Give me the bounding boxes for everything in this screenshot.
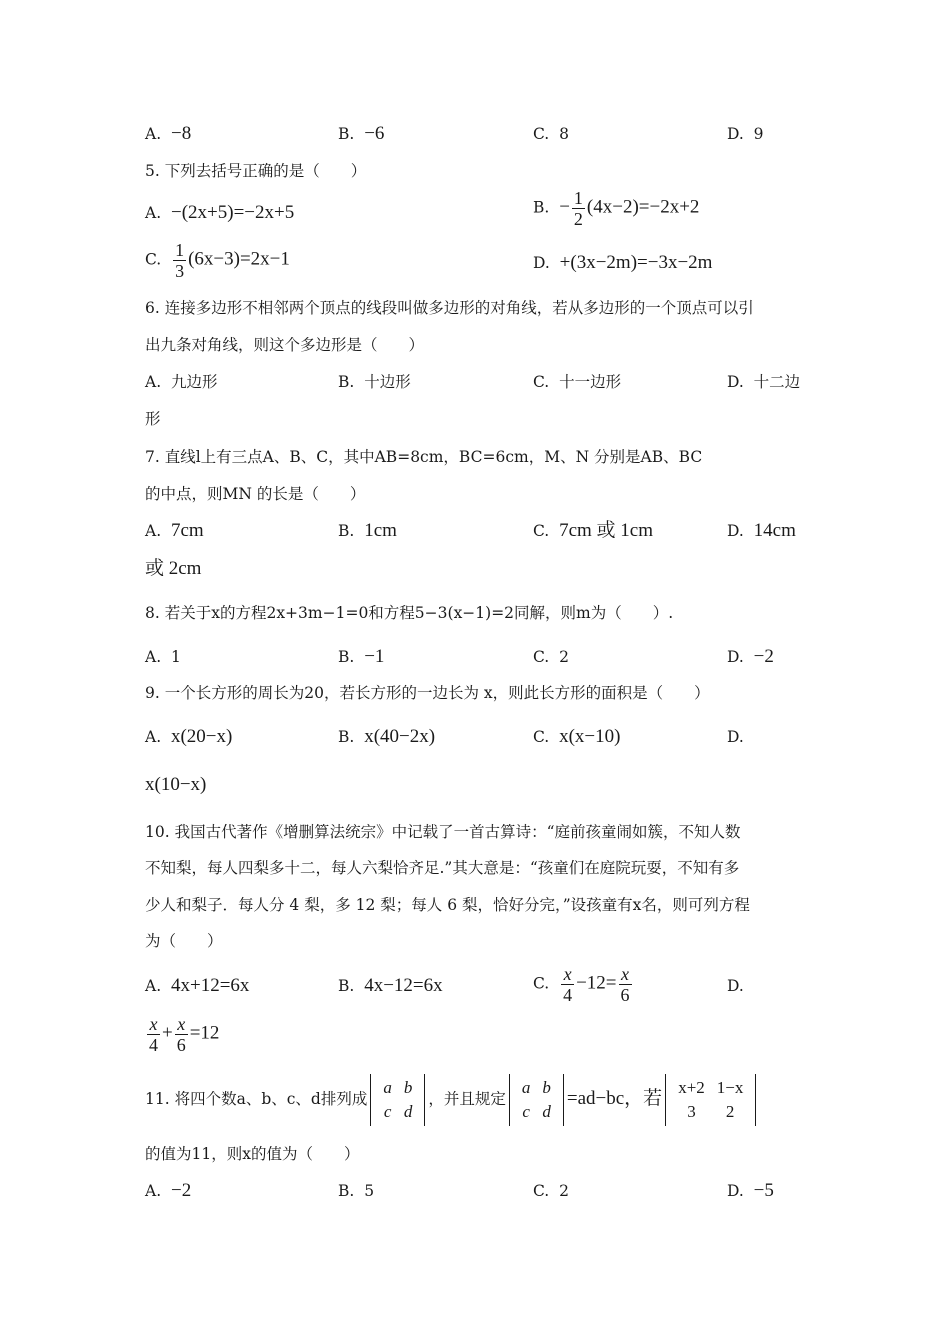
q11-stem: 11. 将四个数a、b、c、d排列成 a b c d ，并且规定 a b c d =ad−bc，若 x+2 1−x 3 2 [145,1074,759,1126]
q6-line-2: 出九条对角线，则这个多边形是（ ） [145,336,425,354]
determinant-definition: a b c d [509,1074,564,1126]
q8-option-a: A. 1 [145,648,181,666]
q5-option-d: D. +(3x−2m)=−3x−2m [533,252,713,273]
q7-line-2: 的中点，则MN 的长是（ ） [145,485,366,503]
q6-line-1: 6. 连接多边形不相邻两个顶点的线段叫做多边形的对角线，若从多边形的一个顶点可以引 [145,299,754,317]
q10-line-4: 为（ ） [145,932,223,950]
q7-option-d: D. 14cm [727,520,796,541]
q7-line-1: 7. 直线l上有三点A、B、C，其中AB=8cm，BC=6cm，M、N 分别是AB、BC [145,448,703,466]
fraction: $\frac{1}{2}$ [573,188,583,229]
q5-stem: 5. 下列去括号正确的是（ ） [145,162,367,180]
q8-option-c: C. 2 [533,648,569,666]
q4-option-d: D. 9 [727,125,764,143]
q4-option-a: A. −8 [145,123,192,144]
q11-line-2: 的值为11，则x的值为（ ） [145,1145,360,1163]
q10-line-2: 不知梨，每人四梨多十二，每人六梨恰齐足.”其大意是：“孩童们在庭院玩耍，不知有多 [145,859,740,877]
q5-option-a: A. −(2x+5)=−2x+5 [145,202,295,223]
q6-option-d-wrap: 形 [145,410,161,428]
q9-line-1: 9. 一个长方形的周长为20，若长方形的一边长为 x，则此长方形的面积是（ ） [145,684,710,702]
q6-option-a: A. 九边形 [145,373,218,391]
q4-option-b: B. −6 [338,123,385,144]
q10-option-a: A. 4x+12=6x [145,975,250,996]
q11-option-c: C. 2 [533,1182,569,1200]
q4-option-c: C. 8 [533,125,569,143]
q8-line-1: 8. 若关于x的方程2x+3m−1=0和方程5−3(x−1)=2同解，则m为（ ）. [145,604,674,622]
fraction: $\frac{x}{6}$ [176,1014,186,1055]
q8-option-d: D. −2 [727,646,774,667]
determinant-x: x+2 1−x 3 2 [665,1074,756,1126]
q5-option-c: C. $\frac{1}{3}$ (6x−3)=2x−1 [145,240,290,281]
q10-option-d-wrap: $\frac{x}{4}$ + $\frac{x}{6}$ =12 [149,1014,220,1055]
q9-option-a: A. x(20−x) [145,726,233,747]
q9-option-b: B. x(40−2x) [338,726,436,747]
q6-option-c: C. 十一边形 [533,373,622,391]
q7-option-b: B. 1cm [338,520,397,541]
q10-option-b: B. 4x−12=6x [338,975,443,996]
q10-line-3: 少人和梨子．每人分 4 梨，多 12 梨；每人 6 梨，恰好分完，”设孩童有x名，则可列方程 [145,896,750,914]
q7-option-a: A. 7cm [145,520,204,541]
q10-option-d: D. [727,977,744,995]
q7-option-d-wrap: 或 2cm [145,558,202,579]
q10-option-c: C. $\frac{x}{4}$ −12= $\frac{x}{6}$ [533,964,630,1005]
q9-option-d: D. [727,728,744,746]
determinant-abcd: a b c d [370,1074,425,1126]
q10-line-1: 10. 我国古代著作《增删算法统宗》中记载了一首古算诗：“庭前孩童闹如簇，不知人数 [145,823,741,841]
q7-option-c: C. 7cm 或 1cm [533,520,654,541]
q6-option-d: D. 十二边 [727,373,801,391]
q11-option-d: D. −5 [727,1180,774,1201]
fraction: $\frac{1}{3}$ [175,240,185,281]
q5-option-b: B. − $\frac{1}{2}$ (4x−2)=−2x+2 [533,188,700,229]
q11-option-b: B. 5 [338,1182,375,1200]
q8-option-b: B. −1 [338,646,385,667]
q11-option-a: A. −2 [145,1180,192,1201]
fraction: $\frac{x}{4}$ [563,964,573,1005]
fraction: $\frac{x}{6}$ [620,964,630,1005]
q6-option-b: B. 十边形 [338,373,411,391]
q9-option-d-wrap: x(10−x) [145,774,207,795]
q9-option-c: C. x(x−10) [533,726,621,747]
fraction: $\frac{x}{4}$ [149,1014,158,1055]
